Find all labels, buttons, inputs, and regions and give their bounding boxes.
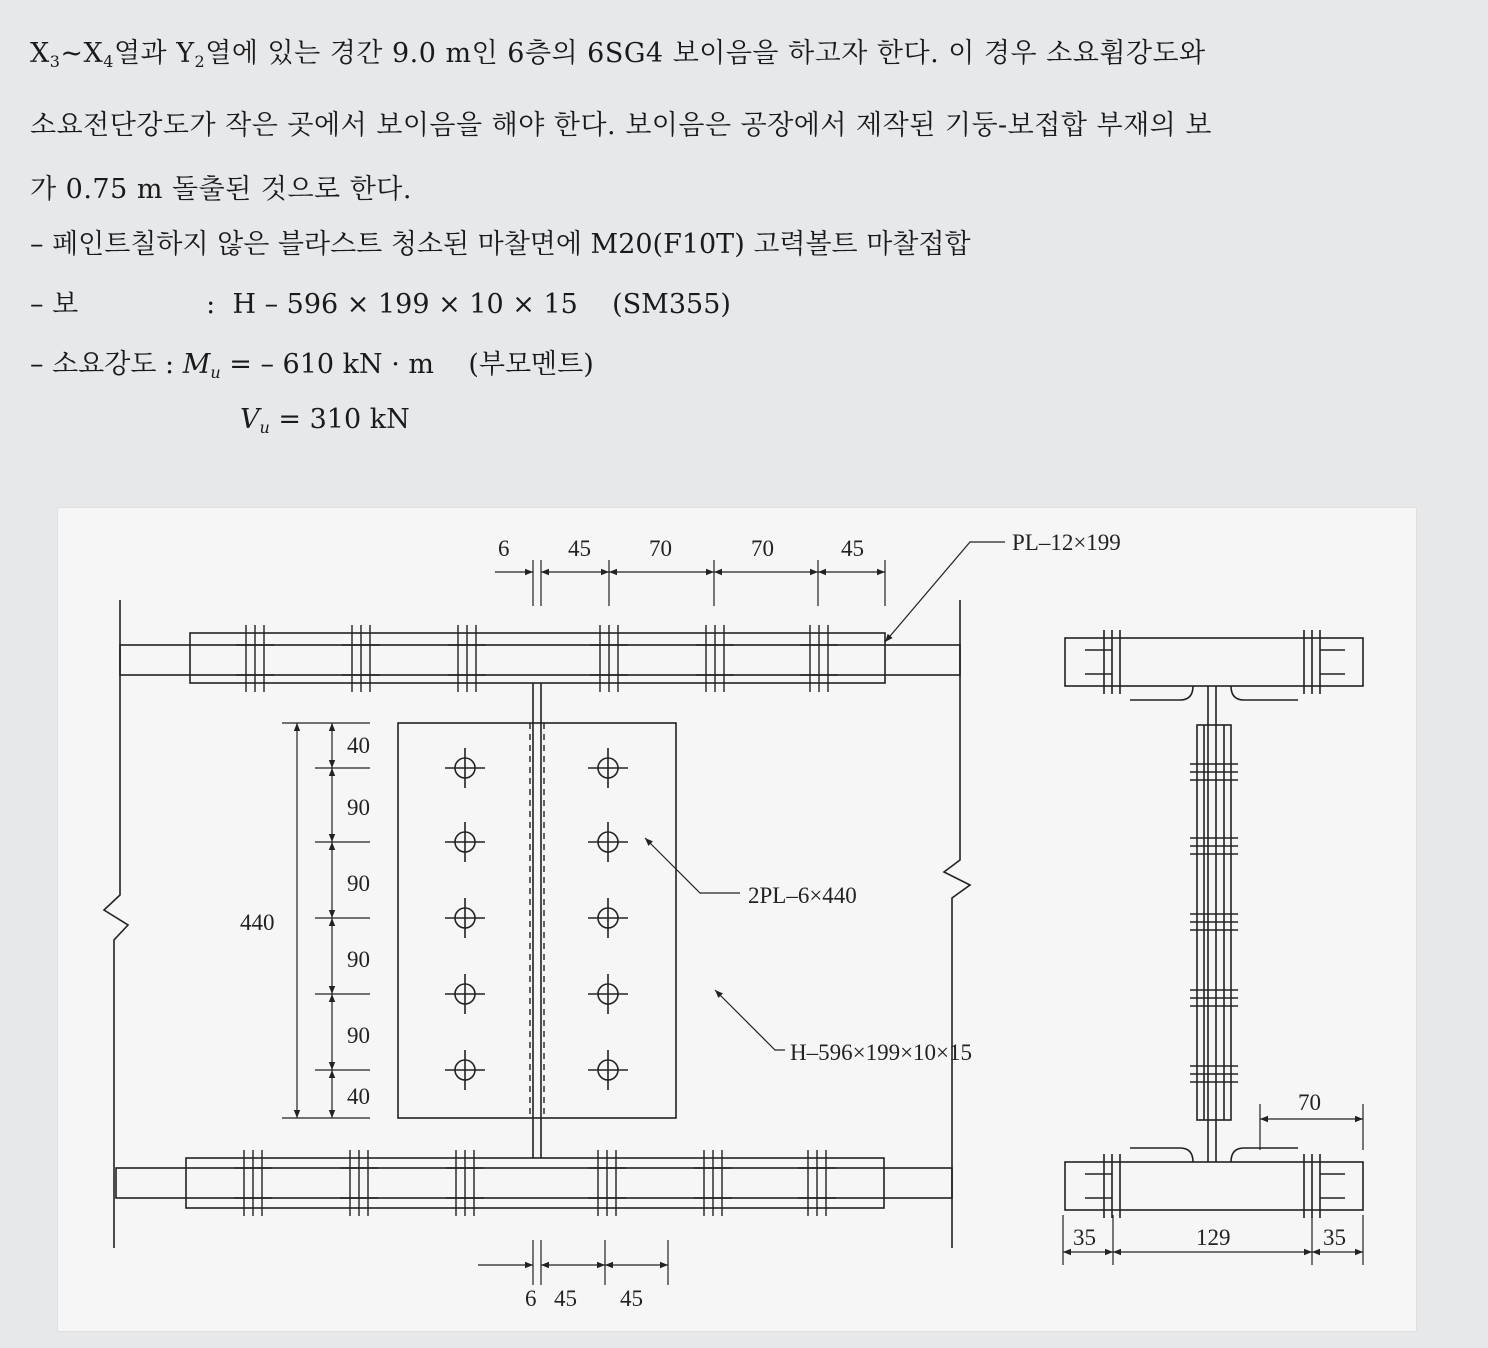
dim-top-45a: 45 [568,536,591,561]
dim-web-90c: 90 [347,947,370,972]
dim-section-70: 70 [1298,1090,1321,1115]
beam-section-label: H–596×199×10×15 [790,1040,973,1065]
web-splice-plate [398,723,676,1118]
left-break-line [104,600,128,1248]
dim-bottom-6: 6 [525,1286,537,1311]
splice-drawing-svg [58,508,1416,1331]
condition-beam: – 보 : H – 596 × 199 × 10 × 15 (SM355) [30,289,731,320]
dim-top-45b: 45 [841,536,864,561]
right-break-line [944,600,970,1248]
dim-web-40b: 40 [347,1084,370,1109]
condition-bolt: – 페인트칠하지 않은 블라스트 청소된 마찰면에 M20(F10T) 고력볼트 마찰접합 [30,229,971,260]
dim-section-129: 129 [1196,1225,1231,1250]
problem-line-1: $X_3\sim X_4$열과 $Y_2$열에 있는 경간 9.0 m인 6층의 6SG4 보이음을 하고자 한다. 이 경우 소요휨강도와 [30,38,1206,71]
dim-web-90b: 90 [347,871,370,896]
problem-statement [30,22,1460,222]
dim-section-35a: 35 [1073,1225,1096,1250]
web-bolt-group [445,748,628,1090]
bottom-flange-splice-plate [186,1158,884,1208]
flange-plate-label: PL–12×199 [1012,530,1121,555]
web-plate-label: 2PL–6×440 [748,883,857,908]
beam-cross-section [1065,630,1363,1218]
problem-line-3: 가 0.75 m 돌출된 것으로 한다. [30,174,412,205]
dim-bottom-45a: 45 [554,1286,577,1311]
splice-drawing [58,508,1416,1331]
dim-top-70a: 70 [649,536,672,561]
dim-top-6: 6 [498,536,510,561]
dim-bottom-45b: 45 [620,1286,643,1311]
dim-top-70b: 70 [751,536,774,561]
dim-web-90a: 90 [347,795,370,820]
dim-web-total: 440 [240,910,275,935]
condition-strength-mu: – 소요강도 : $M_u$ = – 610 kN · m (부모멘트) [30,349,594,382]
dim-section-35b: 35 [1323,1225,1346,1250]
condition-strength-vu: $V_u = 310$ kN [240,404,410,437]
dim-web-90d: 90 [347,1023,370,1048]
dim-web-40a: 40 [347,733,370,758]
problem-line-2: 소요전단강도가 작은 곳에서 보이음을 해야 한다. 보이음은 공장에서 제작된 기둥-보접합 부재의 보 [30,110,1212,141]
